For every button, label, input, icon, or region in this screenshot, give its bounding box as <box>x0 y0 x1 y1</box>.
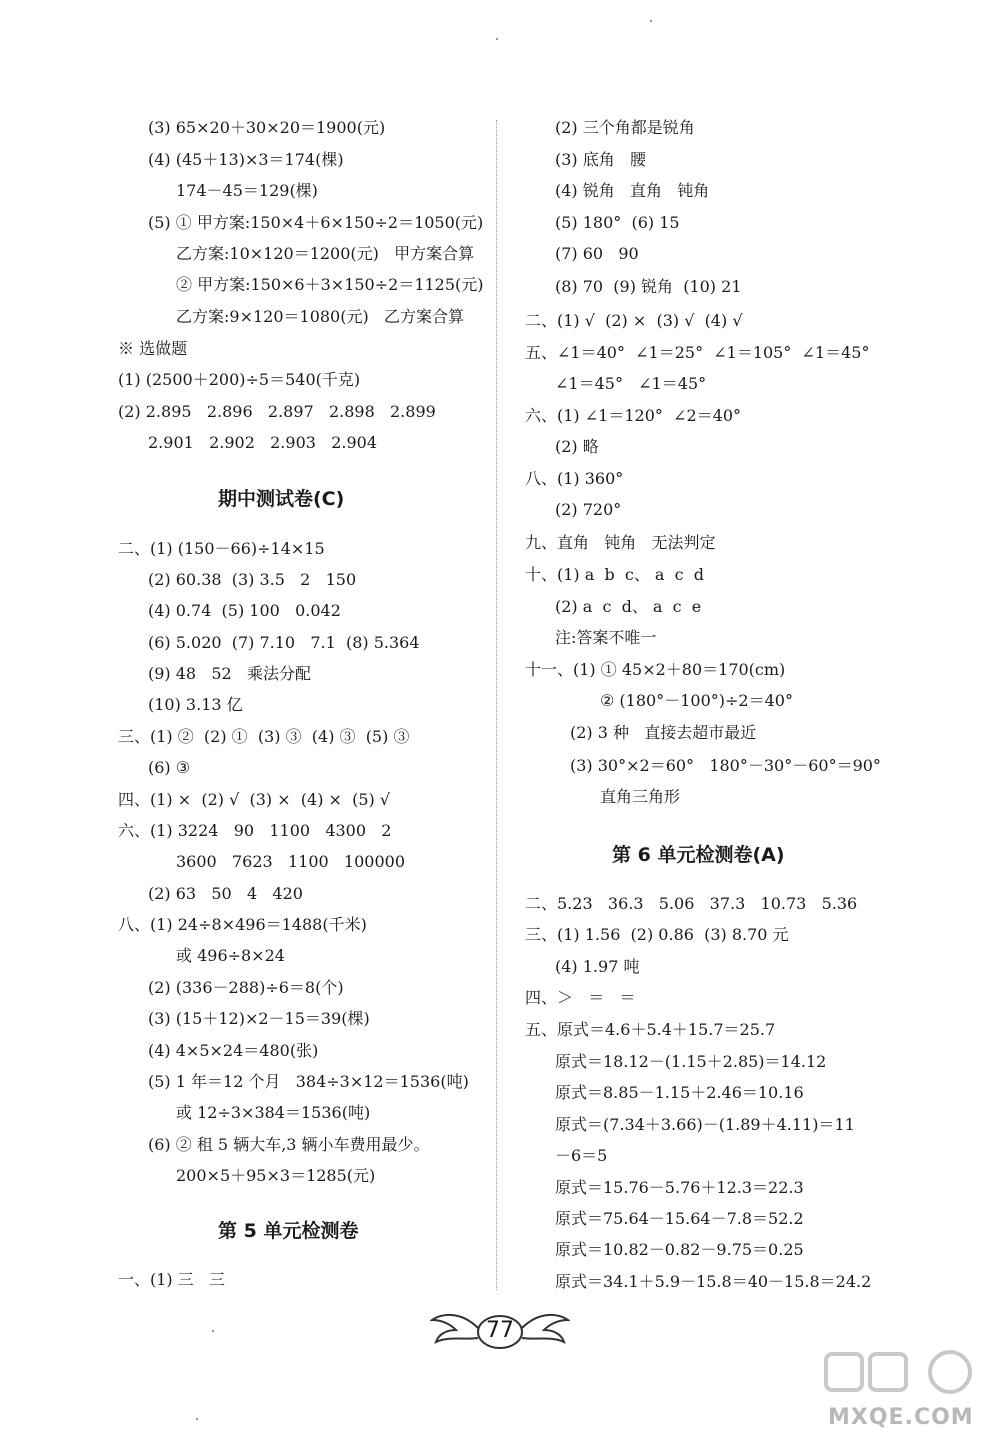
left-answer-line: (6) ③ <box>148 758 191 777</box>
scan-dot <box>650 20 652 22</box>
left-answer-line: ※ 选做题 <box>118 339 188 358</box>
right-answer-line: 二、(1) √ (2) × (3) √ (4) √ <box>525 311 743 330</box>
right-answer-line: 原式＝10.82－0.82－9.75＝0.25 <box>555 1240 804 1259</box>
right-answer-line: 九、直角 钝角 无法判定 <box>525 533 716 552</box>
left-answer-line: (2) 60.38 (3) 3.5 2 150 <box>148 570 357 589</box>
right-answer-line: 原式＝8.85－1.15＋2.46＝10.16 <box>555 1083 804 1102</box>
left-answer-line: (4) 4×5×24＝480(张) <box>148 1041 319 1060</box>
left-answer-line: (5) ① 甲方案:150×4＋6×150÷2＝1050(元) <box>148 213 484 232</box>
scan-dot <box>496 38 498 40</box>
right-answer-line: 直角三角形 <box>600 787 681 806</box>
watermark-text: MXQE.COM <box>828 1405 974 1430</box>
left-answer-line: ② 甲方案:150×6＋3×150÷2＝1125(元) <box>176 275 484 294</box>
right-answer-line: 原式＝34.1＋5.9－15.8＝40－15.8＝24.2 <box>555 1272 872 1291</box>
right-answer-line: (2) 略 <box>555 437 599 456</box>
left-answer-line: (3) (15＋12)×2－15＝39(棵) <box>148 1009 370 1028</box>
right-answer-line: ② (180°－100°)÷2＝40° <box>600 691 793 710</box>
left-answer-line: 乙方案:9×120＝1080(元) 乙方案合算 <box>176 307 464 326</box>
left-answer-line: (2) (336－288)÷6＝8(个) <box>148 978 344 997</box>
right-answer-line: 五、∠1＝40° ∠1＝25° ∠1＝105° ∠1＝45° <box>525 343 870 362</box>
left-answer-line: (2) 2.895 2.896 2.897 2.898 2.899 <box>118 402 436 421</box>
left-answer-line: 3600 7623 1100 100000 <box>176 852 406 871</box>
right-answer-line: 二、5.23 36.3 5.06 37.3 10.73 5.36 <box>525 894 858 913</box>
left-answer-line: 174－45＝129(棵) <box>176 181 318 200</box>
left-answer-line: (5) 1 年＝12 个月 384÷3×12＝1536(吨) <box>148 1072 469 1091</box>
left-answer-line: 一、(1) 三 三 <box>118 1270 226 1289</box>
right-answer-line: 原式＝15.76－5.76＋12.3＝22.3 <box>555 1178 804 1197</box>
column-divider <box>496 120 497 1290</box>
left-answer-line: 乙方案:10×120＝1200(元) 甲方案合算 <box>176 244 475 263</box>
right-answer-line: (7) 60 90 <box>555 244 639 263</box>
scan-dot <box>212 1330 214 1332</box>
right-answer-line: 五、原式＝4.6＋5.4＋15.7＝25.7 <box>525 1020 776 1039</box>
left-answer-line: 二、(1) (150－66)÷14×15 <box>118 539 325 558</box>
right-answer-line: 注:答案不唯一 <box>555 628 657 647</box>
right-answer-line: 八、(1) 360° <box>525 469 624 488</box>
left-answer-line: 或 12÷3×384＝1536(吨) <box>176 1103 371 1122</box>
right-answer-line: (3) 30°×2＝60° 180°－30°－60°＝90° <box>570 756 881 775</box>
left-answer-line: 六、(1) 3224 90 1100 4300 2 <box>118 821 392 840</box>
right-answer-line: 原式＝75.64－15.64－7.8＝52.2 <box>555 1209 804 1228</box>
page-number: 77 <box>486 1318 514 1343</box>
left-answer-line: 或 496÷8×24 <box>176 946 285 965</box>
left-answer-line: 2.901 2.902 2.903 2.904 <box>148 433 377 452</box>
right-answer-line: －6＝5 <box>555 1146 608 1165</box>
left-answer-line: (6) 5.020 (7) 7.10 7.1 (8) 5.364 <box>148 633 420 652</box>
left-answer-line: 八、(1) 24÷8×496＝1488(千米) <box>118 915 367 934</box>
right-answer-line: (4) 1.97 吨 <box>555 957 640 976</box>
right-answer-line: 原式＝18.12－(1.15＋2.85)＝14.12 <box>555 1052 827 1071</box>
left-answer-line: 三、(1) ② (2) ① (3) ③ (4) ③ (5) ③ <box>118 727 410 746</box>
section-heading-unit6a: 第 6 单元检测卷(A) <box>612 844 785 866</box>
right-answer-line: (2) 3 种 直接去超市最近 <box>570 723 757 742</box>
right-answer-line: 十一、(1) ① 45×2＋80＝170(cm) <box>525 660 786 679</box>
right-answer-line: 六、(1) ∠1＝120° ∠2＝40° <box>525 406 741 425</box>
right-answer-line: (8) 70 (9) 锐角 (10) 21 <box>555 277 742 296</box>
section-heading-midterm-c: 期中测试卷(C) <box>218 488 345 510</box>
left-answer-line: 四、(1) × (2) √ (3) × (4) × (5) √ <box>118 790 391 809</box>
left-answer-line: (3) 65×20＋30×20＝1900(元) <box>148 118 386 137</box>
left-answer-line: (9) 48 52 乘法分配 <box>148 664 311 683</box>
right-answer-line: (5) 180° (6) 15 <box>555 213 680 232</box>
right-answer-line: (2) a c d、 a c e <box>555 597 702 616</box>
right-answer-line: 十、(1) a b c、 a c d <box>525 565 705 584</box>
right-answer-line: (2) 720° <box>555 500 622 519</box>
right-answer-line: 原式＝(7.34＋3.66)－(1.89＋4.11)＝11 <box>555 1115 855 1134</box>
left-answer-line: (1) (2500＋200)÷5＝540(千克) <box>118 370 361 389</box>
right-answer-line: ∠1＝45° ∠1＝45° <box>555 374 707 393</box>
scan-dot <box>196 1418 198 1420</box>
right-answer-line: (4) 锐角 直角 钝角 <box>555 181 710 200</box>
left-answer-line: 200×5＋95×3＝1285(元) <box>176 1166 376 1185</box>
right-answer-line: (3) 底角 腰 <box>555 150 647 169</box>
left-answer-line: (6) ② 租 5 辆大车,3 辆小车费用最少。 <box>148 1135 430 1154</box>
right-answer-line: 四、＞ ＝ ＝ <box>525 988 636 1007</box>
left-answer-line: (4) (45＋13)×3＝174(棵) <box>148 150 344 169</box>
right-answer-line: 三、(1) 1.56 (2) 0.86 (3) 8.70 元 <box>525 925 789 944</box>
left-answer-line: (4) 0.74 (5) 100 0.042 <box>148 601 341 620</box>
left-answer-line: (2) 63 50 4 420 <box>148 884 303 903</box>
left-answer-line: (10) 3.13 亿 <box>148 695 243 714</box>
section-heading-unit5: 第 5 单元检测卷 <box>218 1220 359 1242</box>
right-answer-line: (2) 三个角都是锐角 <box>555 118 695 137</box>
